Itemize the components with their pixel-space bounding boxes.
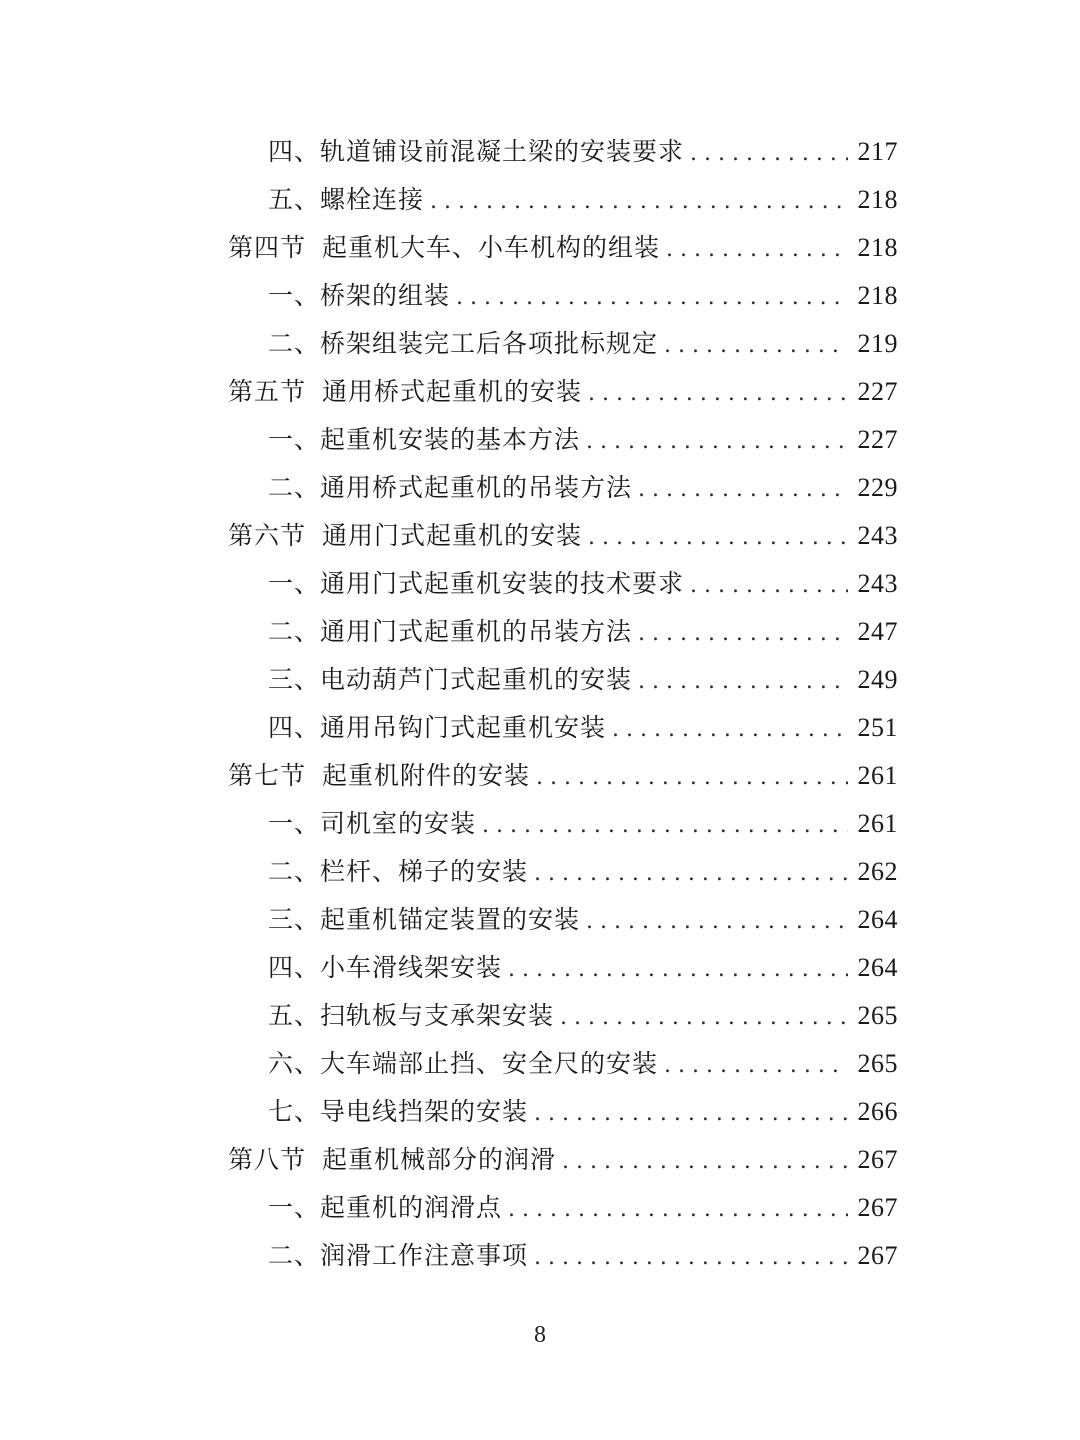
toc-entry-label (268, 176, 424, 224)
toc-leader-dots (612, 706, 847, 754)
toc-entry-page: 227 (857, 425, 898, 454)
toc-leader-dots (664, 1042, 847, 1090)
toc-leader-dots (534, 1090, 847, 1138)
toc-subsection-entry (228, 896, 898, 944)
toc-entry-number: 四、 (268, 953, 321, 982)
toc-entry-title: 司机室的安装 (320, 809, 477, 838)
toc-entry-label (268, 992, 554, 1040)
toc-entry-title: 起重机的润滑点 (320, 1193, 503, 1222)
toc-entry-number: 七、 (268, 1097, 321, 1126)
toc-entry-page: 262 (857, 857, 898, 886)
toc-entry-title: 大车端部止挡、安全尺的安装 (320, 1049, 659, 1078)
toc-entry-page: 243 (857, 521, 898, 550)
toc-subsection-entry (228, 608, 898, 656)
toc-entry-label (268, 1232, 528, 1280)
toc-entry-number: 五、 (268, 185, 321, 214)
toc-entry-page: 218 (857, 185, 898, 214)
toc-leader-dots (536, 754, 847, 802)
toc-leader-dots (588, 514, 847, 562)
toc-entry-page: 264 (857, 905, 898, 934)
toc-entry-page: 267 (857, 1193, 898, 1222)
toc-subsection-entry (228, 320, 898, 368)
toc-entry-page: 227 (857, 377, 898, 406)
toc-subsection-entry (228, 272, 898, 320)
toc-leader-dots (456, 274, 847, 322)
toc-entry-number: 一、 (268, 425, 321, 454)
toc-entry-label (268, 848, 528, 896)
toc-entry-page: 251 (857, 713, 898, 742)
toc-leader-dots (586, 418, 847, 466)
toc-leader-dots (638, 658, 847, 706)
toc-entry-label (228, 752, 530, 800)
toc-entry-title: 桥架的组装 (320, 281, 451, 310)
toc-subsection-entry (228, 416, 898, 464)
toc-entry-number: 第四节 (228, 233, 307, 262)
toc-entry-title: 导电线挡架的安装 (320, 1097, 529, 1126)
toc-entry-title: 起重机附件的安装 (322, 761, 531, 790)
toc-leader-dots (534, 1234, 847, 1282)
toc-entry-page: 218 (857, 233, 898, 262)
toc-entry-page: 265 (857, 1001, 898, 1030)
toc-entry-title: 轨道铺设前混凝土梁的安装要求 (320, 137, 685, 166)
toc-entry-label (268, 1088, 528, 1136)
toc-entry-title: 通用门式起重机的安装 (322, 521, 583, 550)
toc-subsection-entry (228, 800, 898, 848)
toc-entry-label (228, 1136, 556, 1184)
toc-entry-page: 265 (857, 1049, 898, 1078)
toc-entry-title: 通用桥式起重机的吊装方法 (320, 473, 633, 502)
toc-subsection-entry (228, 944, 898, 992)
toc-entry-label (268, 320, 658, 368)
toc-entry-label (268, 800, 476, 848)
toc-leader-dots (586, 898, 847, 946)
toc-entry-title: 润滑工作注意事项 (320, 1241, 529, 1270)
toc-entry-number: 第八节 (228, 1145, 307, 1174)
toc-entry-number: 二、 (268, 857, 321, 886)
toc-entry-number: 二、 (268, 473, 321, 502)
toc-leader-dots (508, 946, 847, 994)
toc-leader-dots (534, 850, 847, 898)
toc-leader-dots (638, 610, 847, 658)
toc-leader-dots (508, 1186, 847, 1234)
toc-entry-title: 起重机锚定装置的安装 (320, 905, 581, 934)
toc-entry-page: 264 (857, 953, 898, 982)
toc-leader-dots (588, 370, 847, 418)
toc-entry-number: 五、 (268, 1001, 321, 1030)
toc-subsection-entry (228, 176, 898, 224)
toc-entry-label (268, 656, 632, 704)
toc-entry-label (268, 560, 684, 608)
toc-entry-page: 217 (857, 137, 898, 166)
toc-entry-title: 通用门式起重机的吊装方法 (320, 617, 633, 646)
toc-entry-label (268, 128, 684, 176)
toc-entry-title: 起重机械部分的润滑 (322, 1145, 557, 1174)
toc-entry-page: 266 (857, 1097, 898, 1126)
toc-entry-title: 通用吊钩门式起重机安装 (320, 713, 607, 742)
toc-subsection-entry (228, 1088, 898, 1136)
toc-entry-number: 第六节 (228, 521, 307, 550)
toc-entry-label (268, 608, 632, 656)
toc-subsection-entry (228, 1232, 898, 1280)
table-of-contents (228, 128, 898, 1280)
toc-entry-number: 三、 (268, 665, 321, 694)
toc-entry-page: 267 (857, 1241, 898, 1270)
toc-entry-number: 一、 (268, 281, 321, 310)
toc-leader-dots (666, 226, 847, 274)
toc-subsection-entry (228, 704, 898, 752)
toc-entry-label (228, 512, 582, 560)
toc-entry-page: 243 (857, 569, 898, 598)
toc-entry-number: 二、 (268, 329, 321, 358)
toc-entry-title: 通用门式起重机安装的技术要求 (320, 569, 685, 598)
toc-entry-title: 电动葫芦门式起重机的安装 (320, 665, 633, 694)
toc-entry-title: 螺栓连接 (320, 185, 425, 214)
toc-section-entry (228, 368, 898, 416)
page-number: 8 (534, 1322, 546, 1348)
toc-section-entry (228, 752, 898, 800)
toc-entry-page: 267 (857, 1145, 898, 1174)
toc-entry-label (268, 464, 632, 512)
toc-subsection-entry (228, 464, 898, 512)
toc-leader-dots (560, 994, 847, 1042)
toc-entry-number: 第七节 (228, 761, 307, 790)
toc-entry-title: 起重机安装的基本方法 (320, 425, 581, 454)
toc-entry-page: 218 (857, 281, 898, 310)
toc-leader-dots (562, 1138, 847, 1186)
toc-subsection-entry (228, 992, 898, 1040)
toc-subsection-entry (228, 1040, 898, 1088)
toc-leader-dots (690, 130, 847, 178)
toc-leader-dots (430, 178, 847, 226)
toc-entry-page: 247 (857, 617, 898, 646)
toc-subsection-entry (228, 128, 898, 176)
toc-subsection-entry (228, 656, 898, 704)
toc-entry-label (268, 272, 450, 320)
toc-entry-page: 219 (857, 329, 898, 358)
toc-entry-number: 一、 (268, 809, 321, 838)
toc-entry-label (268, 416, 580, 464)
toc-entry-label (268, 704, 606, 752)
toc-entry-number: 六、 (268, 1049, 321, 1078)
toc-entry-title: 通用桥式起重机的安装 (322, 377, 583, 406)
toc-entry-number: 第五节 (228, 377, 307, 406)
toc-entry-number: 四、 (268, 137, 321, 166)
toc-section-entry (228, 1136, 898, 1184)
toc-entry-title: 栏杆、梯子的安装 (320, 857, 529, 886)
toc-entry-number: 二、 (268, 1241, 321, 1270)
toc-subsection-entry (228, 1184, 898, 1232)
toc-entry-number: 一、 (268, 569, 321, 598)
toc-entry-number: 三、 (268, 905, 321, 934)
toc-leader-dots (664, 322, 847, 370)
toc-entry-page: 261 (857, 761, 898, 790)
toc-entry-title: 起重机大车、小车机构的组装 (322, 233, 661, 262)
toc-entry-label (268, 944, 502, 992)
toc-entry-page: 261 (857, 809, 898, 838)
toc-entry-page: 229 (857, 473, 898, 502)
toc-entry-number: 四、 (268, 713, 321, 742)
toc-entry-title: 小车滑线架安装 (320, 953, 503, 982)
toc-entry-page: 249 (857, 665, 898, 694)
toc-subsection-entry (228, 848, 898, 896)
toc-entry-label (228, 368, 582, 416)
toc-leader-dots (482, 802, 847, 850)
toc-entry-label (268, 1040, 658, 1088)
toc-section-entry (228, 512, 898, 560)
toc-entry-label (268, 1184, 502, 1232)
toc-subsection-entry (228, 560, 898, 608)
toc-section-entry (228, 224, 898, 272)
toc-entry-label (268, 896, 580, 944)
toc-leader-dots (690, 562, 847, 610)
toc-entry-number: 二、 (268, 617, 321, 646)
toc-entry-number: 一、 (268, 1193, 321, 1222)
toc-entry-label (228, 224, 660, 272)
toc-entry-title: 桥架组装完工后各项批标规定 (320, 329, 659, 358)
toc-leader-dots (638, 466, 847, 514)
toc-entry-title: 扫轨板与支承架安装 (320, 1001, 555, 1030)
